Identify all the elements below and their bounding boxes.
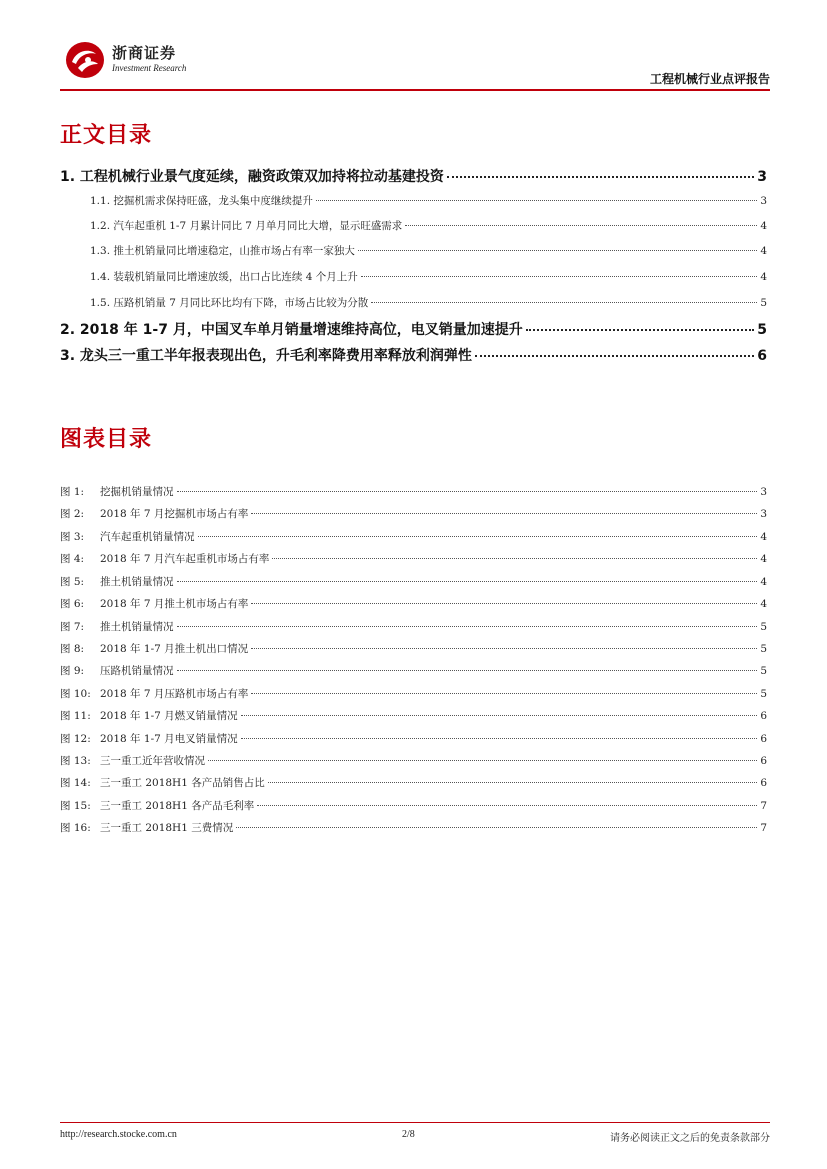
leader-dots [316, 200, 757, 201]
toc-entry-text: 1.5. 压路机销量 7 月同比环比均有下降，市场占比较为分散 [90, 297, 369, 309]
toc-entry-page: 3 [760, 195, 767, 207]
figure-entry[interactable] [60, 506, 767, 521]
figure-title: 2018 年 7 月汽车起重机市场占有率 [100, 553, 270, 565]
figure-title: 2018 年 7 月压路机市场占有率 [100, 688, 249, 700]
figure-page: 5 [760, 688, 767, 700]
footer-url-link[interactable]: http://research.stocke.com.cn [60, 1129, 177, 1140]
figure-label: 图 6: [60, 598, 85, 610]
logo-name-en: Investment Research [112, 63, 187, 73]
leader-dots [198, 536, 758, 537]
figure-entry[interactable] [60, 820, 767, 835]
toc-entry-text: 1.4. 装载机销量同比增速放缓，出口占比连续 4 个月上升 [90, 271, 358, 283]
toc-entry-page: 4 [760, 245, 767, 257]
figure-title: 三一重工 2018H1 各产品毛利率 [100, 800, 255, 812]
figure-label: 图 7: [60, 621, 85, 633]
figure-title: 汽车起重机销量情况 [100, 531, 195, 543]
figure-label: 图 10: [60, 688, 91, 700]
figure-page: 5 [760, 621, 767, 633]
toc-entry-page: 6 [757, 348, 767, 364]
leader-dots [405, 225, 757, 226]
toc-entry-text: 1.1. 挖掘机需求保持旺盛，龙头集中度继续提升 [90, 195, 313, 207]
toc-entry[interactable] [90, 243, 767, 258]
figure-entry[interactable] [60, 775, 767, 790]
figure-title: 2018 年 1-7 月电叉销量情况 [100, 733, 238, 745]
figure-label: 图 12: [60, 733, 91, 745]
company-logo-icon [64, 40, 106, 80]
figure-entry[interactable] [60, 596, 767, 611]
page-header [60, 38, 770, 94]
figure-label: 图 13: [60, 755, 91, 767]
figure-page: 6 [760, 710, 767, 722]
leader-dots [361, 276, 758, 277]
figure-title: 压路机销量情况 [100, 665, 174, 677]
figure-page: 7 [760, 800, 767, 812]
leader-dots [177, 626, 758, 627]
leader-dots [251, 693, 757, 694]
toc-entry[interactable] [60, 166, 767, 186]
toc-entry-page: 5 [760, 297, 767, 309]
leader-dots [177, 581, 758, 582]
leader-dots [358, 250, 757, 251]
figure-label: 图 1: [60, 486, 85, 498]
figure-page: 6 [760, 755, 767, 767]
figure-label: 图 9: [60, 665, 85, 677]
footer-page-number: 2/8 [402, 1129, 415, 1140]
figure-entry[interactable] [60, 731, 767, 746]
figure-page: 3 [760, 486, 767, 498]
figure-page: 4 [760, 576, 767, 588]
leader-dots [241, 738, 758, 739]
toc-title: 正文目录 [60, 123, 153, 148]
toc-entry[interactable] [90, 218, 767, 233]
toc-entry[interactable] [60, 319, 767, 339]
figure-entry[interactable] [60, 708, 767, 723]
leader-dots [257, 805, 757, 806]
figure-page: 6 [760, 733, 767, 745]
figure-title: 2018 年 1-7 月燃叉销量情况 [100, 710, 238, 722]
figure-label: 图 3: [60, 531, 85, 543]
figure-entry[interactable] [60, 641, 767, 656]
figure-entry[interactable] [60, 484, 767, 499]
figure-label: 图 8: [60, 643, 85, 655]
leader-dots [236, 827, 757, 828]
leader-dots [268, 782, 758, 783]
leader-dots [251, 513, 757, 514]
header-divider [60, 89, 770, 91]
figure-entry[interactable] [60, 529, 767, 544]
figure-page: 5 [760, 643, 767, 655]
leader-dots [208, 760, 757, 761]
leader-dots [251, 603, 757, 604]
figure-title: 2018 年 1-7 月推土机出口情况 [100, 643, 249, 655]
footer-disclaimer: 请务必阅读正文之后的免责条款部分 [610, 1133, 770, 1144]
figure-entry[interactable] [60, 551, 767, 566]
leader-dots [475, 355, 754, 357]
toc-entry-page: 4 [760, 220, 767, 232]
figure-entry[interactable] [60, 686, 767, 701]
figure-label: 图 5: [60, 576, 85, 588]
figure-page: 6 [760, 777, 767, 789]
footer-divider [60, 1122, 770, 1123]
figure-entry[interactable] [60, 798, 767, 813]
figure-page: 3 [760, 508, 767, 520]
leader-dots [177, 491, 758, 492]
leader-dots [177, 670, 758, 671]
figure-label: 图 4: [60, 553, 85, 565]
toc-entry-text: 2. 2018 年 1-7 月，中国叉车单月销量增速维持高位，电叉销量加速提升 [60, 322, 523, 338]
figure-title: 2018 年 7 月推土机市场占有率 [100, 598, 249, 610]
toc-entry[interactable] [90, 269, 767, 284]
figures-title: 图表目录 [60, 427, 153, 452]
report-type-label: 工程机械行业点评报告 [649, 72, 770, 86]
figure-entry[interactable] [60, 663, 767, 678]
toc-entry-text: 1.3. 推土机销量同比增速稳定，山推市场占有率一家独大 [90, 245, 355, 257]
figure-title: 三一重工近年营收情况 [100, 755, 205, 767]
logo-name-cn: 浙商证券 [112, 44, 177, 62]
toc-entry[interactable] [60, 345, 767, 365]
figure-entry[interactable] [60, 574, 767, 589]
toc-entry-page: 4 [760, 271, 767, 283]
figure-title: 挖掘机销量情况 [100, 486, 174, 498]
leader-dots [371, 302, 757, 303]
toc-entry-page: 5 [757, 322, 767, 338]
figure-title: 2018 年 7 月挖掘机市场占有率 [100, 508, 249, 520]
toc-entry[interactable] [90, 295, 767, 310]
figure-label: 图 11: [60, 710, 91, 722]
toc-entry[interactable] [90, 193, 767, 208]
figure-page: 4 [760, 531, 767, 543]
toc-entry-text: 1.2. 汽车起重机 1-7 月累计同比 7 月单月同比大增，显示旺盛需求 [90, 220, 403, 232]
toc-entry-text: 3. 龙头三一重工半年报表现出色，升毛利率降费用率释放利润弹性 [60, 348, 472, 364]
leader-dots [526, 329, 754, 331]
figure-entry[interactable] [60, 619, 767, 634]
toc-entry-page: 3 [757, 169, 767, 185]
toc-entry-text: 1. 工程机械行业景气度延续，融资政策双加持将拉动基建投资 [60, 169, 444, 185]
figure-label: 图 14: [60, 777, 91, 789]
leader-dots [272, 558, 757, 559]
leader-dots [251, 648, 757, 649]
figure-label: 图 15: [60, 800, 91, 812]
leader-dots [241, 715, 758, 716]
figure-page: 4 [760, 553, 767, 565]
figure-entry[interactable] [60, 753, 767, 768]
figure-page: 5 [760, 665, 767, 677]
figure-title: 三一重工 2018H1 三费情况 [100, 822, 234, 834]
figure-title: 三一重工 2018H1 各产品销售占比 [100, 777, 265, 789]
leader-dots [447, 176, 754, 178]
figure-title: 推土机销量情况 [100, 621, 174, 633]
figure-label: 图 2: [60, 508, 85, 520]
figure-label: 图 16: [60, 822, 91, 834]
figure-title: 推土机销量情况 [100, 576, 174, 588]
figure-page: 7 [760, 822, 767, 834]
figure-page: 4 [760, 598, 767, 610]
